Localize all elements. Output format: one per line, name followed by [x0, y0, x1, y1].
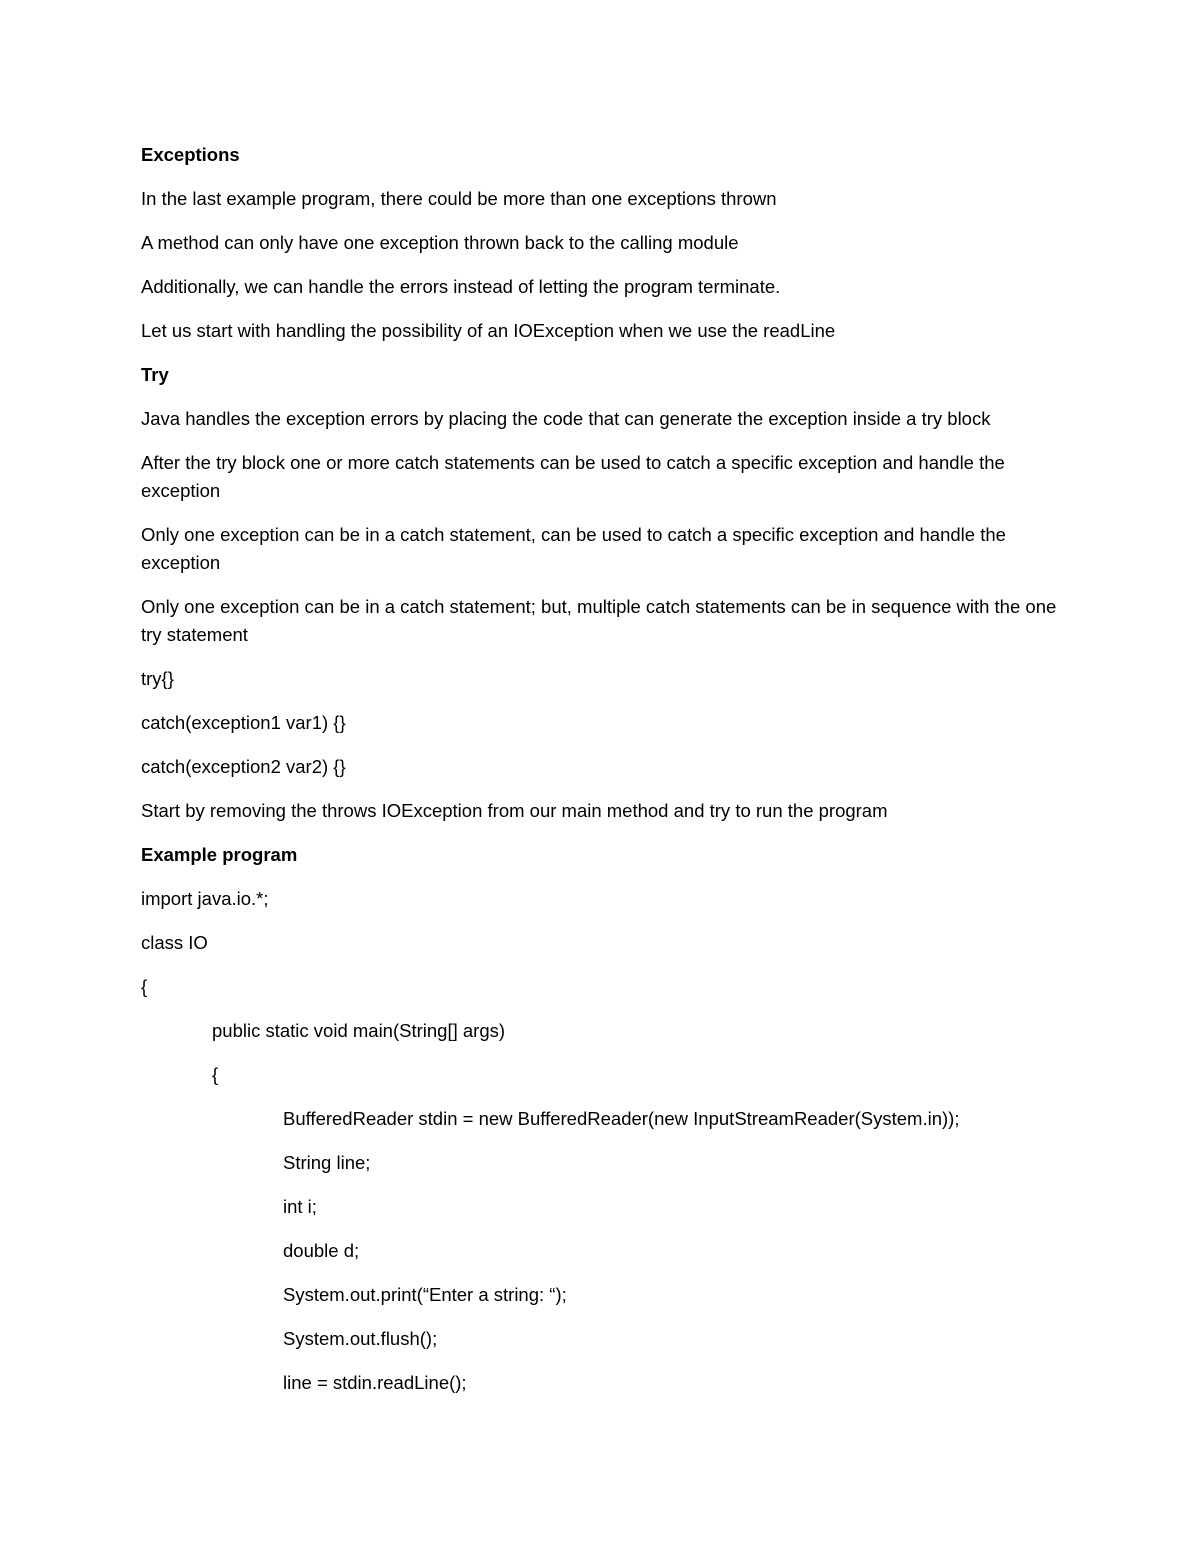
code-line: String line; — [283, 1152, 371, 1173]
code-line: import java.io.*; — [141, 888, 269, 909]
paragraph: Start by removing the throws IOException from our main method and try to run the program — [141, 800, 888, 821]
paragraph: Only one exception can be in a catch statement; but, multiple catch statements can be in sequence with the one try statement — [141, 596, 1062, 645]
paragraph: Java handles the exception errors by placing the code that can generate the exception inside a try block — [141, 408, 991, 429]
document-body — [141, 141, 1061, 1413]
paragraph: In the last example program, there could be more than one exceptions thrown — [141, 188, 777, 209]
code-line-catch1: catch(exception1 var1) {} — [141, 712, 346, 733]
code-line-try: try{} — [141, 668, 174, 689]
code-line: { — [212, 1064, 219, 1085]
section-heading-example-program: Example program — [141, 844, 298, 865]
paragraph: A method can only have one exception thrown back to the calling module — [141, 232, 739, 253]
paragraph: Only one exception can be in a catch statement, can be used to catch a specific exception and handle the exception — [141, 524, 1012, 573]
paragraph: Let us start with handling the possibility of an IOException when we use the readLine — [141, 320, 836, 341]
paragraph: After the try block one or more catch statements can be used to catch a specific exception and handle the exception — [141, 452, 1010, 501]
code-line: int i; — [283, 1196, 317, 1217]
code-line: System.out.flush(); — [283, 1328, 438, 1349]
section-heading-try: Try — [141, 364, 169, 385]
code-line: BufferedReader stdin = new BufferedReader(new InputStreamReader(System.in)); — [283, 1108, 960, 1129]
code-line: { — [141, 976, 148, 997]
code-line: class IO — [141, 932, 208, 953]
code-line: public static void main(String[] args) — [212, 1020, 506, 1041]
code-line: double d; — [283, 1240, 360, 1261]
paragraph: Additionally, we can handle the errors instead of letting the program terminate. — [141, 276, 781, 297]
code-line: line = stdin.readLine(); — [283, 1372, 467, 1393]
section-heading-exceptions: Exceptions — [141, 144, 240, 165]
code-line: System.out.print(“Enter a string: “); — [283, 1284, 567, 1305]
code-line-catch2: catch(exception2 var2) {} — [141, 756, 346, 777]
